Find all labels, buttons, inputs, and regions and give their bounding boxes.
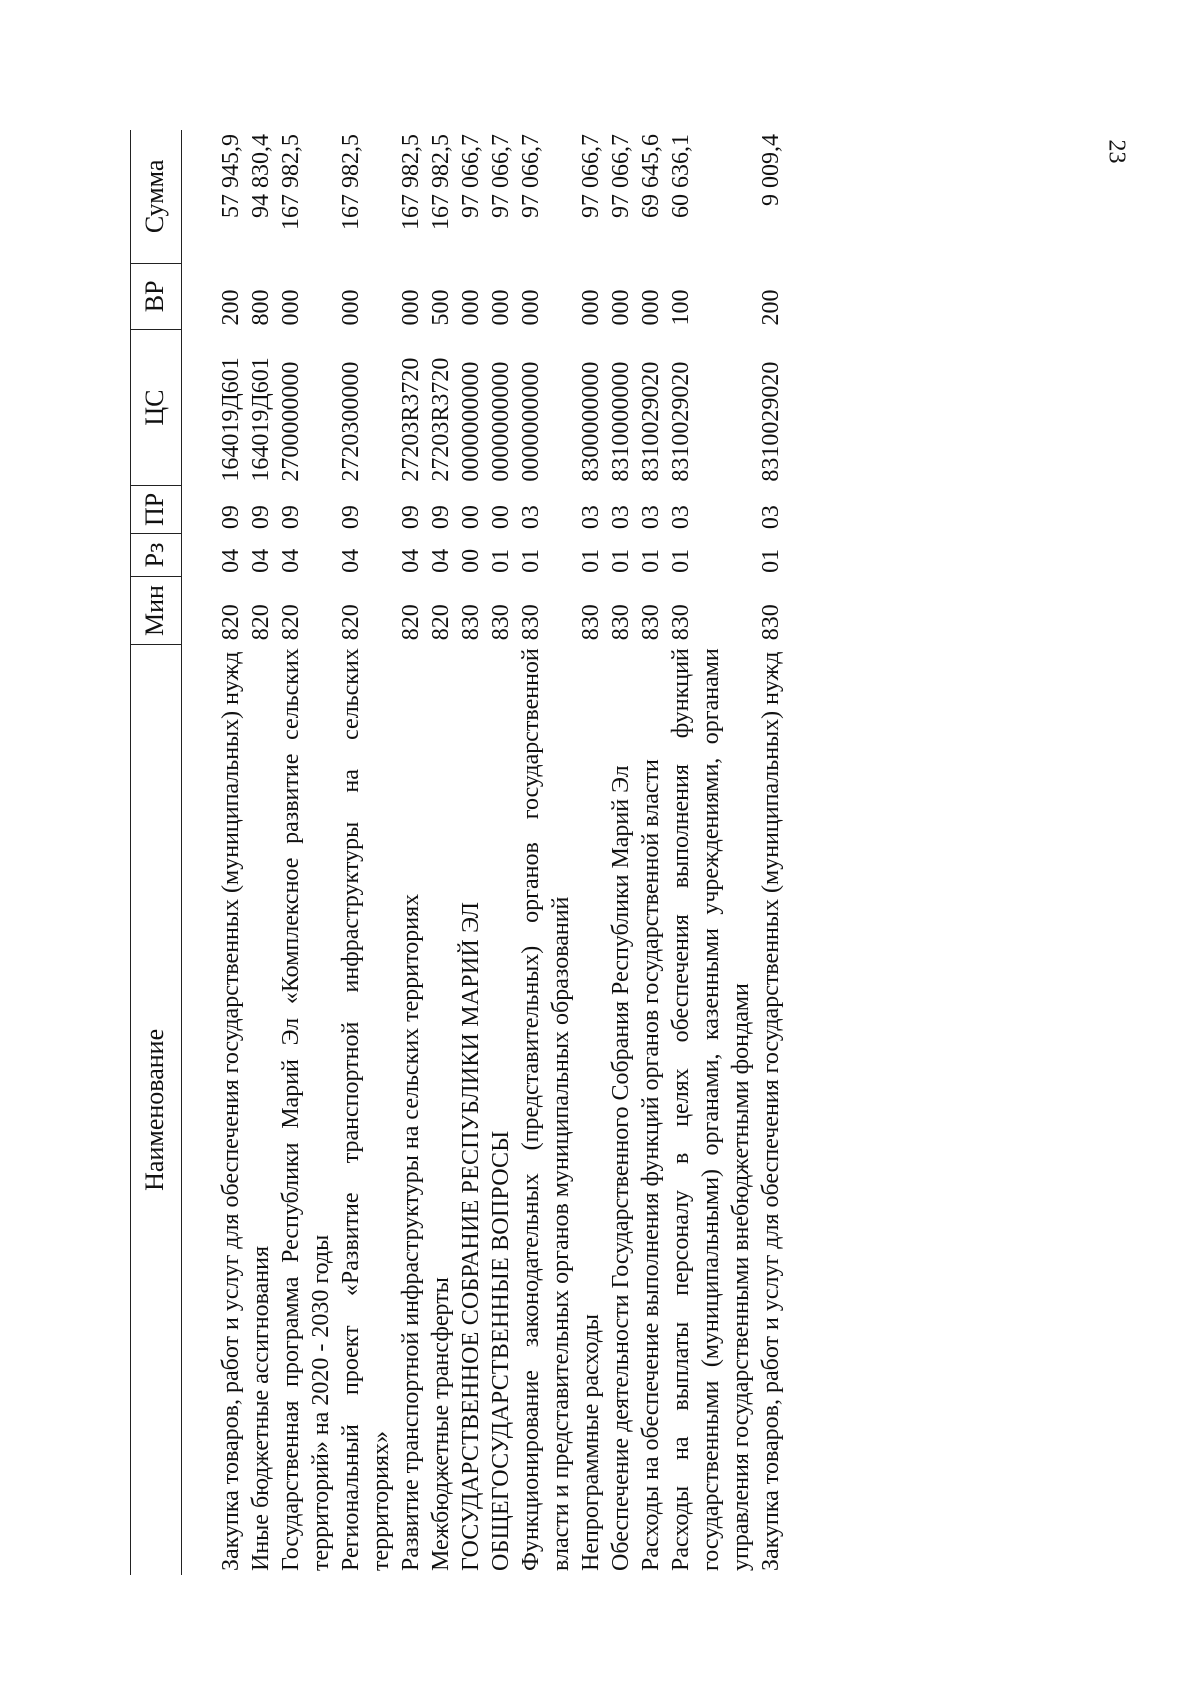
cell-cs: 27203R3720: [428, 357, 454, 482]
cell-sum: 167 982,5: [278, 134, 304, 230]
cell-name: Непрограммные расходы: [578, 1313, 604, 1571]
cell-min: 820: [218, 604, 244, 641]
cell-rz: 04: [398, 548, 424, 573]
cell-pr: 09: [218, 505, 244, 530]
cell-sum: 97 066,7: [458, 134, 484, 218]
cell-vr: 000: [608, 289, 634, 326]
cell-name: Закупка товаров, работ и услуг для обеспечения государственных (муниципальных) нужд: [758, 651, 784, 1571]
table-row: [182, 130, 247, 1575]
cell-vr: 000: [338, 289, 364, 326]
cell-sum: 167 982,5: [398, 134, 424, 230]
cell-cs: 2720300000: [338, 361, 364, 482]
table-row: [756, 130, 786, 1575]
table-row: [276, 130, 336, 1575]
cell-name: Расходы на выплаты персоналу в целях обеспечения выполнения функций государственными (муниципальными) органами, казенными учреждениями, органами управления государственными внебюджетными фондами: [668, 648, 754, 1571]
cell-vr: 000: [488, 289, 514, 326]
cell-sum: 60 636,1: [668, 134, 694, 218]
cell-rz: 04: [278, 548, 304, 573]
cell-min: 830: [758, 604, 784, 641]
header-rz: Рз: [131, 533, 182, 577]
cell-min: 830: [578, 604, 604, 641]
cell-pr: 03: [578, 505, 604, 530]
cell-sum: 57 945,9: [218, 134, 244, 218]
cell-pr: 00: [488, 505, 514, 530]
cell-cs: 8310000000: [608, 361, 634, 482]
cell-pr: 09: [428, 505, 454, 530]
cell-sum: 167 982,5: [338, 134, 364, 230]
cell-cs: 0000000000: [488, 361, 514, 482]
cell-name: Развитие транспортной инфраструктуры на сельских территориях: [398, 893, 424, 1571]
cell-name: Межбюджетные трансферты: [428, 1277, 454, 1571]
cell-min: 830: [488, 604, 514, 641]
cell-name: Региональный проект «Развитие транспортной инфраструктуры на сельских территориях»: [338, 648, 394, 1571]
cell-vr: 200: [758, 289, 784, 326]
cell-cs: 8310029020: [638, 361, 664, 482]
cell-cs: 0000000000: [518, 361, 544, 482]
cell-pr: 09: [398, 505, 424, 530]
cell-vr: 000: [398, 289, 424, 326]
rotated-sheet: [130, 130, 1030, 1575]
cell-name: Функционирование законодательных (представительных) органов государственной власти и представительных органов муниципальных образований: [518, 648, 574, 1571]
cell-vr: 100: [668, 289, 694, 326]
cell-rz: 01: [578, 548, 604, 573]
cell-name: Закупка товаров, работ и услуг для обеспечения государственных (муниципальных) нужд: [218, 651, 244, 1571]
header-name: Наименование: [131, 644, 182, 1575]
table-row: [516, 130, 576, 1575]
cell-rz: 01: [488, 548, 514, 573]
cell-vr: 000: [638, 289, 664, 326]
cell-min: 830: [458, 604, 484, 641]
cell-pr: 00: [458, 505, 484, 530]
cell-vr: 200: [218, 289, 244, 326]
cell-name: Иные бюджетные ассигнования: [248, 1246, 274, 1571]
cell-rz: 04: [248, 548, 274, 573]
cell-pr: 03: [518, 505, 544, 530]
cell-sum: 167 982,5: [428, 134, 454, 230]
cell-min: 830: [518, 604, 544, 641]
table-body: [182, 130, 787, 1575]
header-sum: Сумма: [131, 130, 182, 263]
cell-min: 830: [638, 604, 664, 641]
cell-pr: 09: [248, 505, 274, 530]
budget-table: [130, 130, 786, 1575]
cell-cs: 164019Д601: [218, 357, 244, 482]
table-row: [636, 130, 666, 1575]
table-row: [456, 130, 486, 1575]
cell-rz: 01: [668, 548, 694, 573]
cell-cs: 8310029020: [758, 361, 784, 482]
cell-sum: 97 066,7: [608, 134, 634, 218]
cell-sum: 97 066,7: [578, 134, 604, 218]
table-row: [606, 130, 636, 1575]
cell-min: 820: [248, 604, 274, 641]
cell-vr: 000: [518, 289, 544, 326]
table-header-row: [131, 130, 182, 1575]
table-row: [576, 130, 606, 1575]
cell-sum: 94 830,4: [248, 134, 274, 218]
cell-sum: 97 066,7: [488, 134, 514, 218]
cell-cs: 8310029020: [668, 361, 694, 482]
cell-rz: 04: [338, 548, 364, 573]
cell-pr: 03: [608, 505, 634, 530]
table-row: [246, 130, 276, 1575]
cell-name: Расходы на обеспечение выполнения функций органов государственной власти: [638, 759, 664, 1571]
cell-min: 820: [338, 604, 364, 641]
table-row: [396, 130, 426, 1575]
cell-pr: 03: [668, 505, 694, 530]
cell-name: ОБЩЕГОСУДАРСТВЕННЫЕ ВОПРОСЫ: [488, 1130, 514, 1571]
table-row: [336, 130, 396, 1575]
header-min: Мин: [131, 577, 182, 644]
cell-cs: 164019Д601: [248, 357, 274, 482]
header-pr: ПР: [131, 486, 182, 533]
cell-rz: 00: [458, 548, 484, 573]
cell-pr: 03: [758, 505, 784, 530]
table-row: [666, 130, 756, 1575]
cell-vr: 000: [578, 289, 604, 326]
cell-min: 830: [668, 604, 694, 641]
cell-rz: 04: [428, 548, 454, 573]
cell-rz: 01: [758, 548, 784, 573]
cell-min: 820: [398, 604, 424, 641]
cell-vr: 500: [428, 289, 454, 326]
cell-cs: 8300000000: [578, 361, 604, 482]
cell-sum: 69 645,6: [638, 134, 664, 218]
cell-rz: 04: [218, 548, 244, 573]
cell-cs: 2700000000: [278, 361, 304, 482]
table-row: [486, 130, 516, 1575]
cell-sum: 97 066,7: [518, 134, 544, 218]
header-cs: ЦС: [131, 329, 182, 485]
cell-vr: 000: [458, 289, 484, 326]
header-vr: ВР: [131, 263, 182, 329]
cell-pr: 09: [278, 505, 304, 530]
cell-vr: 800: [248, 289, 274, 326]
cell-name: ГОСУДАРСТВЕННОЕ СОБРАНИЕ РЕСПУБЛИКИ МАРИЙ ЭЛ: [458, 901, 484, 1571]
cell-min: 830: [608, 604, 634, 641]
cell-name: Государственная программа Республики Марий Эл «Комплексное развитие сельских территорий» на 2020 - 2030 годы: [278, 648, 334, 1571]
cell-rz: 01: [638, 548, 664, 573]
cell-vr: 000: [278, 289, 304, 326]
cell-pr: 09: [338, 505, 364, 530]
cell-rz: 01: [608, 548, 634, 573]
cell-name: Обеспечение деятельности Государственного Собрания Республики Марий Эл: [608, 765, 634, 1571]
cell-sum: 9 009,4: [758, 134, 784, 206]
cell-pr: 03: [638, 505, 664, 530]
cell-min: 820: [428, 604, 454, 641]
cell-rz: 01: [518, 548, 544, 573]
table-row: [426, 130, 456, 1575]
cell-cs: 27203R3720: [398, 357, 424, 482]
cell-min: 820: [278, 604, 304, 641]
cell-cs: 0000000000: [458, 361, 484, 482]
page-number: 23: [1103, 139, 1130, 164]
